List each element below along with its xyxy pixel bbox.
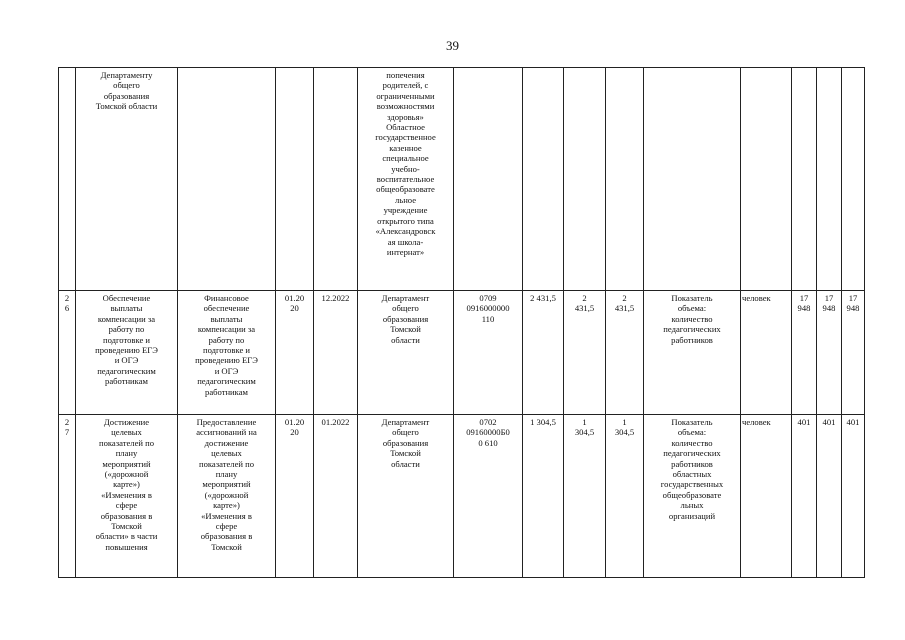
executor-cell: попечения родителей, с ограниченными возможностями здоровья» Областное государственное казенное специальное учебно- воспитательное общеобразовате льное учреждение открытого типа «Александровск ая школа- интернат» <box>358 68 454 291</box>
indicator-cell: Показатель объема: количество педагогических работников областных государственных общеобразовате льных организаций <box>644 415 741 578</box>
unit-cell: человек <box>741 291 792 415</box>
value-cell: 1 304,5 <box>564 415 606 578</box>
event-cell: Достижение целевых показателей по плану мероприятий («дорожной карте») «Изменения в сфере образования в Томской области» в части повышения <box>76 415 178 578</box>
table-row <box>59 415 865 578</box>
indicator-value-cell <box>842 68 865 291</box>
description-cell: Финансовое обеспечение выплаты компенсации за работу по подготовке и проведению ЕГЭ и ОГЭ педагогическим работникам <box>178 291 276 415</box>
indicator-value-cell: 17 948 <box>842 291 865 415</box>
end-date-cell: 12.2022 <box>314 291 358 415</box>
indicator-value-cell: 17 948 <box>817 291 842 415</box>
indicator-value-cell: 401 <box>817 415 842 578</box>
indicator-value-cell <box>817 68 842 291</box>
row-number-cell: 2 6 <box>59 291 76 415</box>
kbk-cell: 0702 09160000Б0 0 610 <box>454 415 523 578</box>
end-date-cell: 01.2022 <box>314 415 358 578</box>
value-cell <box>564 68 606 291</box>
table-row <box>59 68 865 291</box>
unit-cell: человек <box>741 415 792 578</box>
table-row <box>59 291 865 415</box>
indicator-value-cell <box>792 68 817 291</box>
row-number-cell <box>59 68 76 291</box>
activities-table <box>58 67 865 578</box>
indicator-cell <box>644 68 741 291</box>
kbk-cell <box>454 68 523 291</box>
row-number-cell: 2 7 <box>59 415 76 578</box>
total-cell: 2 431,5 <box>523 291 564 415</box>
kbk-cell: 0709 0916000000 110 <box>454 291 523 415</box>
indicator-value-cell: 401 <box>842 415 865 578</box>
start-date-cell: 01.20 20 <box>276 415 314 578</box>
start-date-cell <box>276 68 314 291</box>
indicator-value-cell: 17 948 <box>792 291 817 415</box>
value-cell: 1 304,5 <box>606 415 644 578</box>
executor-cell: Департамент общего образования Томской области <box>358 291 454 415</box>
description-cell <box>178 68 276 291</box>
executor-cell: Департамент общего образования Томской области <box>358 415 454 578</box>
unit-cell <box>741 68 792 291</box>
end-date-cell <box>314 68 358 291</box>
event-cell: Департаменту общего образования Томской области <box>76 68 178 291</box>
value-cell <box>606 68 644 291</box>
event-cell: Обеспечение выплаты компенсации за работу по подготовке и проведению ЕГЭ и ОГЭ педагогическим работникам <box>76 291 178 415</box>
description-cell: Предоставление ассигнований на достижение целевых показателей по плану мероприятий («дорожной карте») «Изменения в сфере образования в Томской <box>178 415 276 578</box>
value-cell: 2 431,5 <box>564 291 606 415</box>
total-cell <box>523 68 564 291</box>
value-cell: 2 431,5 <box>606 291 644 415</box>
indicator-value-cell: 401 <box>792 415 817 578</box>
page-number: 39 <box>446 38 459 53</box>
total-cell: 1 304,5 <box>523 415 564 578</box>
indicator-cell: Показатель объема: количество педагогических работников <box>644 291 741 415</box>
start-date-cell: 01.20 20 <box>276 291 314 415</box>
